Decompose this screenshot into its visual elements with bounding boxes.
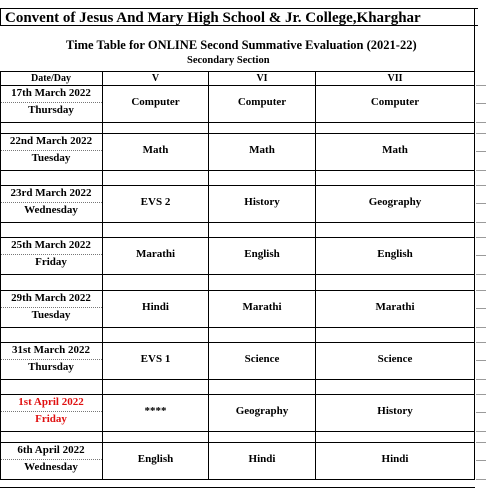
row-date: 17th March 2022 — [11, 87, 91, 99]
table-row — [0, 342, 475, 379]
subject-std-v: Computer — [131, 96, 180, 108]
subject-std-v: EVS 2 — [140, 196, 171, 208]
subject-std-vii: Math — [382, 144, 408, 156]
page-right-border — [474, 8, 475, 71]
date-day-separator — [0, 307, 102, 308]
timetable-subtitle: Time Table for ONLINE Second Summative Evaluation (2021-22) — [66, 38, 417, 52]
row-bottom-border — [0, 327, 475, 328]
subject-std-vii: Computer — [370, 96, 420, 108]
subject-std-vii: History — [377, 405, 413, 417]
date-day-separator — [0, 459, 102, 460]
row-date: 31st March 2022 — [11, 344, 90, 356]
header-date-day: Date/Day — [31, 73, 71, 84]
margin-tick — [476, 122, 486, 123]
row-top-border — [0, 185, 475, 186]
subject-std-v: Math — [142, 144, 169, 156]
row-day: Tuesday — [31, 152, 71, 164]
margin-tick — [476, 379, 486, 380]
margin-tick — [476, 85, 486, 86]
row-bottom-border — [0, 479, 475, 480]
row-top-border — [0, 133, 475, 134]
row-day: Thursday — [28, 104, 74, 116]
row-day: Wednesday — [24, 461, 78, 473]
date-day-separator — [0, 411, 102, 412]
row-top-border — [0, 290, 475, 291]
subject-std-vii: English — [377, 248, 413, 260]
row-top-border — [0, 394, 475, 395]
column-divider — [208, 71, 209, 480]
subject-std-vi: Hindi — [248, 453, 276, 465]
margin-tick — [476, 431, 486, 432]
margin-tick — [476, 103, 486, 104]
subject-std-vii: Hindi — [381, 453, 409, 465]
table-row — [0, 394, 475, 431]
subject-std-vi: English — [244, 248, 280, 260]
header-std-vii: VII — [387, 73, 403, 84]
margin-tick — [476, 412, 486, 413]
margin-tick — [476, 290, 486, 291]
row-date: 29th March 2022 — [11, 292, 91, 304]
row-top-border — [0, 237, 475, 238]
subject-std-vi: Computer — [237, 96, 287, 108]
column-divider — [0, 71, 1, 480]
row-bottom-border — [0, 274, 475, 275]
date-day-separator — [0, 254, 102, 255]
subject-std-v: Hindi — [142, 301, 169, 313]
table-row — [0, 133, 475, 170]
subject-std-vii: Science — [377, 353, 413, 365]
section-label: Secondary Section — [187, 55, 270, 66]
row-bottom-border — [0, 122, 475, 123]
margin-tick — [476, 342, 486, 343]
subject-std-vii: Marathi — [375, 301, 415, 313]
subject-std-vii: Geography — [368, 196, 422, 208]
row-date: 6th April 2022 — [17, 444, 85, 456]
margin-tick — [476, 237, 486, 238]
row-date: 1st April 2022 — [18, 396, 84, 408]
subject-std-vi: History — [244, 196, 280, 208]
subject-std-vi: Math — [249, 144, 275, 156]
margin-tick — [476, 255, 486, 256]
margin-tick — [476, 133, 486, 134]
margin-tick — [476, 442, 486, 443]
row-top-border — [0, 342, 475, 343]
table-header — [0, 71, 475, 85]
margin-tick — [476, 479, 486, 480]
subject-std-vi: Geography — [235, 405, 289, 417]
row-date: 25th March 2022 — [11, 239, 91, 251]
margin-tick — [476, 185, 486, 186]
margin-tick — [476, 308, 486, 309]
row-top-border — [0, 442, 475, 443]
subject-std-v: Marathi — [135, 248, 176, 260]
row-date: 23rd March 2022 — [10, 187, 92, 199]
row-date: 22nd March 2022 — [9, 135, 93, 147]
margin-tick — [476, 460, 486, 461]
row-bottom-border — [0, 379, 475, 380]
row-bottom-border — [0, 431, 475, 432]
date-day-separator — [0, 150, 102, 151]
column-divider — [474, 71, 475, 480]
table-row — [0, 442, 475, 479]
margin-tick — [476, 170, 486, 171]
margin-tick — [476, 360, 486, 361]
table-row — [0, 237, 475, 274]
column-divider — [315, 71, 316, 480]
margin-tick — [476, 203, 486, 204]
row-day: Wednesday — [24, 204, 78, 216]
subject-std-v: English — [137, 453, 174, 465]
row-top-border — [0, 85, 475, 86]
subject-std-v: EVS 1 — [140, 353, 171, 365]
row-day: Friday — [35, 413, 67, 425]
date-day-separator — [0, 102, 102, 103]
margin-tick — [476, 222, 486, 223]
margin-tick — [476, 394, 486, 395]
date-day-separator — [0, 359, 102, 360]
row-bottom-border — [0, 222, 475, 223]
row-day: Tuesday — [31, 309, 71, 321]
row-day: Thursday — [28, 361, 74, 373]
table-row — [0, 85, 475, 122]
table-row — [0, 185, 475, 222]
subject-std-vi: Science — [244, 353, 280, 365]
margin-tick — [476, 151, 486, 152]
page-bottom-border — [0, 487, 475, 488]
row-day: Friday — [35, 256, 67, 268]
header-std-vi: VI — [256, 73, 268, 84]
subject-std-vi: Marathi — [242, 301, 282, 313]
margin-tick — [476, 327, 486, 328]
table-row — [0, 290, 475, 327]
school-title: Convent of Jesus And Mary High School & Jr. College,Kharghar — [0, 8, 478, 26]
row-bottom-border — [0, 170, 475, 171]
column-divider — [102, 71, 103, 480]
margin-tick — [476, 274, 486, 275]
subject-std-v: **** — [144, 405, 167, 417]
date-day-separator — [0, 202, 102, 203]
header-std-v: V — [151, 73, 160, 84]
